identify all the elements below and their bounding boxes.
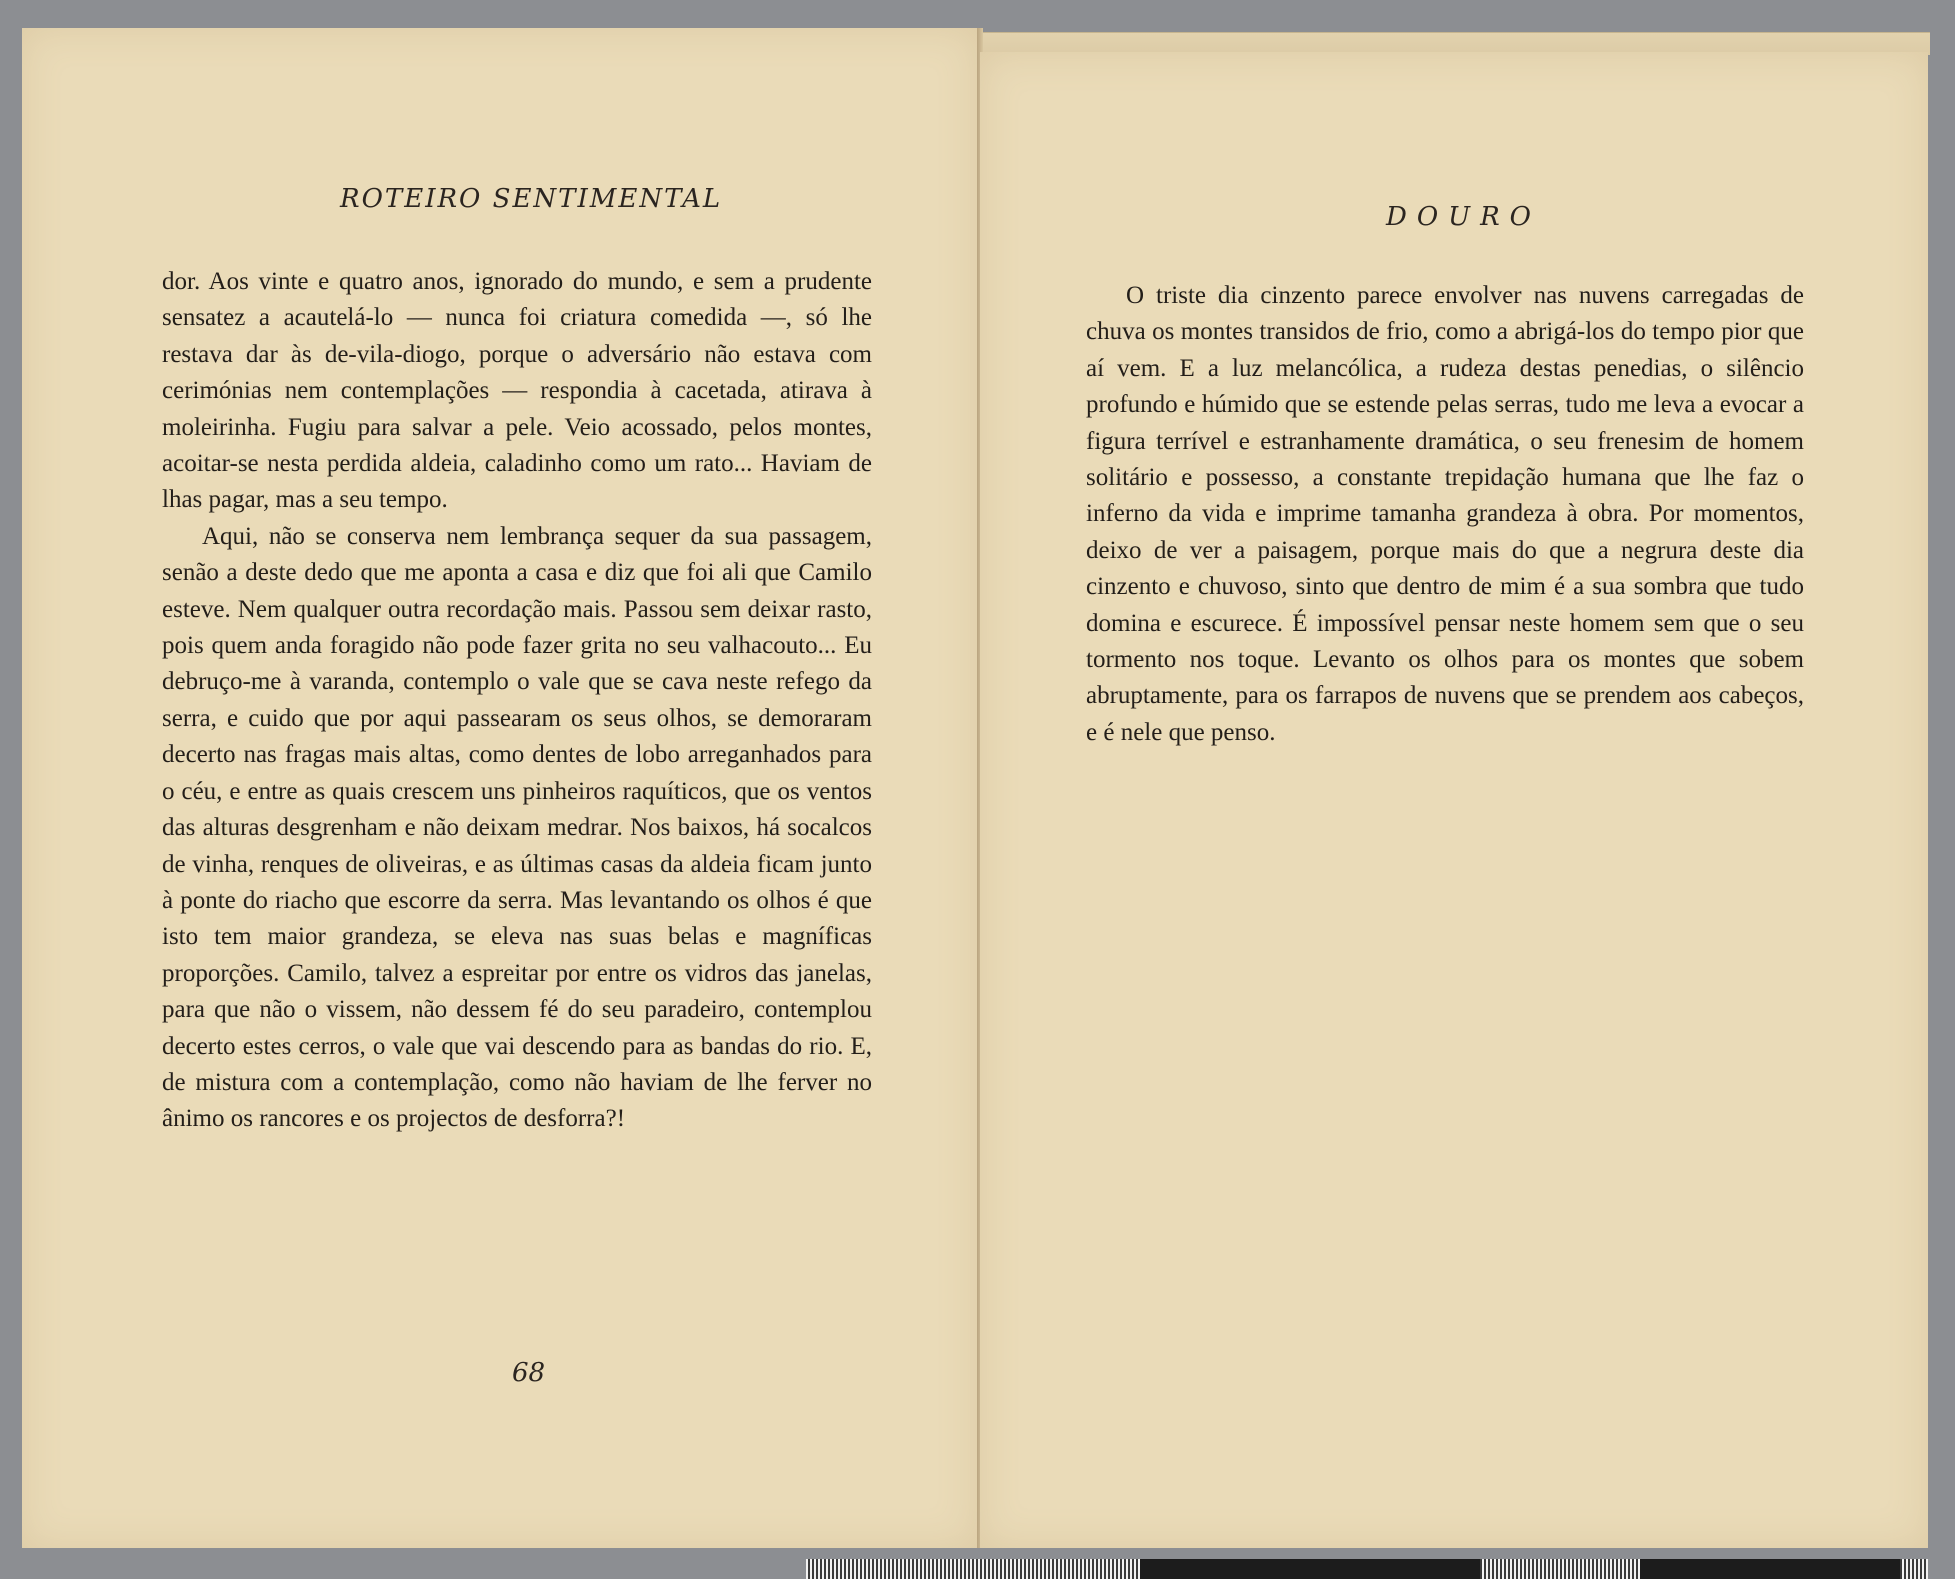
left-paragraph-1: dor. Aos vinte e quatro anos, ignorado do mundo, e sem a prudente sensatez a acautelá-lo — nunca foi criatura comedida —, só lhe restava dar às de-vila-diogo, porque o adversário não estava com cerimónias nem contemplações — respondia à cacetada, atirava à moleirinha. Fugiu para salvar a pele. Veio acossado, pelos montes, acoitar-se nesta perdida aldeia, caladinho como um rato... Haviam de lhas pagar, mas a seu tempo.: [162, 268, 872, 514]
scale-ruler-block: [1640, 1559, 1900, 1579]
left-page: [22, 28, 978, 1548]
right-page-text: [1086, 278, 1804, 751]
right-paragraph-1: O triste dia cinzento parece envolver nas nuvens carregadas de chuva os montes transidos de frio, como a abrigá-los do tempo pior que aí vem. E a luz melancólica, a rudeza destas penedias, o silêncio profundo e húmido que se estende pelas serras, tudo me leva a evocar a figura terrível e estranhamente dramática, o seu frenesim de homem solitário e possesso, a constante trepidação humana que lhe faz o inferno da vida e imprime tamanha grandeza à obra. Por momentos, deixo de ver a paisagem, porque mais do que a negrura deste dia cinzento e chuvoso, sinto que dentro de mim é a sua sombra que tudo domina e escurece. É impossível pensar neste homem sem que o seu tormento nos toque. Levanto os olhos para os montes que sobem abruptamente, para os farrapos de nuvens que se prendem aos cabeços, e é nele que penso.: [1086, 282, 1804, 746]
page-number: 68: [512, 1358, 546, 1388]
scale-ruler-block: [1140, 1559, 1480, 1579]
left-running-head: ROTEIRO SENTIMENTAL: [340, 184, 723, 214]
left-page-text: [162, 264, 872, 1138]
left-paragraph-2: Aqui, não se conserva nem lembrança sequer da sua passagem, senão a deste dedo que me aponta a casa e diz que foi ali que Camilo esteve. Nem qualquer outra recordação mais. Passou sem deixar rasto, pois quem anda foragido não pode fazer grita no seu valhacouto... Eu debruço-me à varanda, contemplo o vale que se cava neste refego da serra, e cuido que por aqui passearam os seus olhos, se demoraram decerto nas fragas mais altas, como dentes de lobo arreganhados para o céu, e entre as quais crescem uns pinheiros raquíticos, que os ventos das alturas desgrenham e não deixam medrar. Nos baixos, há socalcos de vinha, renques de oliveiras, e as últimas casas da aldeia ficam junto à ponte do riacho que escorre da serra. Mas levantando os olhos é que isto tem maior grandeza, se eleva nas suas belas e magníficas proporções. Camilo, talvez a espreitar por entre os vidros das janelas, para que não o vissem, não dessem fé do seu paradeiro, contemplou decerto estes cerros, o vale que vai descendo para as bandas do rio. E, de mistura com a contemplação, como não haviam de lhe ferver no ânimo os rancores e os projectos de desforra?!: [162, 522, 872, 1133]
right-page: [980, 52, 1928, 1548]
right-running-head: DOURO: [1386, 202, 1541, 232]
book-spread: [22, 28, 1928, 1548]
